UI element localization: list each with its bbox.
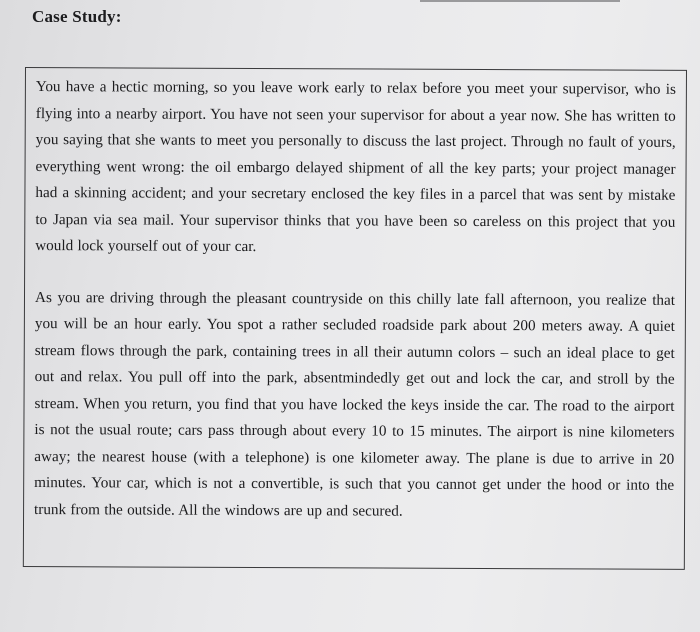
paragraph-1: You have a hectic morning, so you leave work early to relax before you meet your supervisor, who is flying into a nearby airport. You have not seen your supervisor for about a year now. She has written to you saying that she wants to meet you personally to discuss the last project. Through no fault of yours, everything went wrong: the oil embargo delayed shipment of all the key parts; your project manager had a skinning accident; and your secretary enclosed the key files in a parcel that was sent by mistake to Japan via sea mail. Your supervisor thinks that you have been so careless on this project that you would lock yourself out of your car.	[35, 78, 676, 256]
case-study-box	[23, 67, 687, 570]
page-top-rule	[420, 0, 620, 2]
page-heading: Case Study:	[32, 7, 122, 26]
paragraph-2: As you are driving through the pleasant countryside on this chilly late fall afternoon, you realize that you will be an hour early. You spot a rather secluded roadside park about 200 meters away. A quiet stream flows through the park, containing trees in all their autumn colors – such an ideal place to get out and relax. You pull off into the park, absentmindedly get out and lock the car, and stroll by the stream. When you return, you find that you have locked the keys inside the car. The road to the airport is not the usual route; cars pass through about every 10 to 15 minutes. The airport is nine kilometers away; the nearest house (with a telephone) is one kilometer away. The plane is due to arrive in 20 minutes. Your car, which is not a convertible, is such that you cannot get under the hood or into the trunk from the outside. All the windows are up and secured.	[34, 288, 676, 520]
